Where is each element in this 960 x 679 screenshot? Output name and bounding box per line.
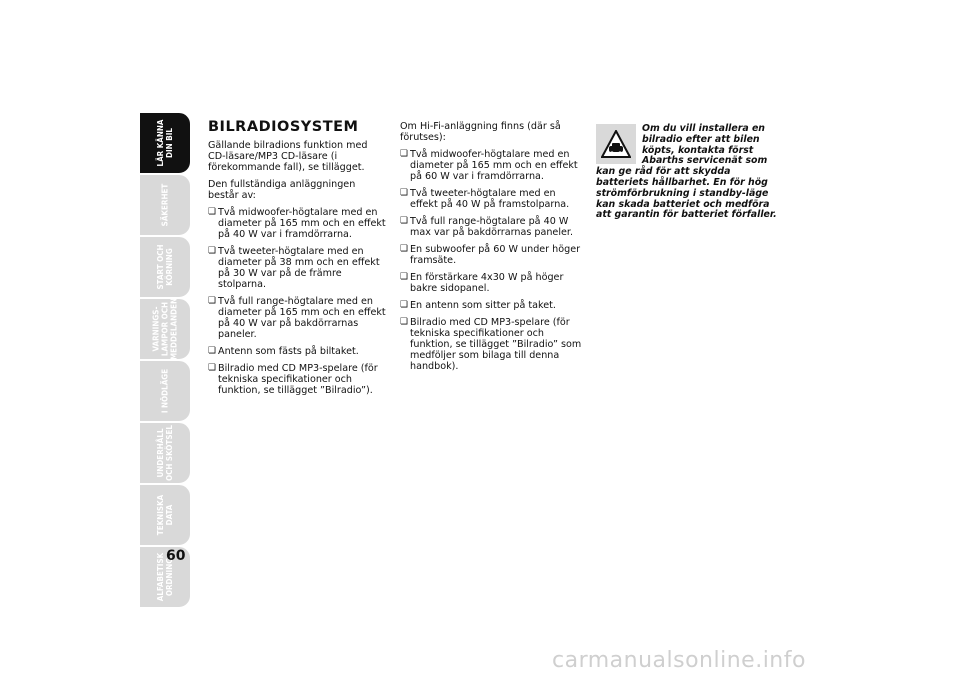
chapter-tabs xyxy=(139,112,191,608)
tab-varningslampor[interactable] xyxy=(139,298,191,360)
section-title: BILRADIOSYSTEM xyxy=(208,119,359,135)
list-item: ❏ Två full range-högtalare med en diameter på 165 mm och en effekt på 40 W var på bakdörrarnas paneler. xyxy=(208,296,388,340)
tab-label: START OCH KÖRNING xyxy=(156,244,174,290)
car-battery-warning-icon xyxy=(596,124,636,164)
tab-label: LÄR KÄNNA DIN BIL xyxy=(156,119,174,167)
tab-sakerhet[interactable] xyxy=(139,174,191,236)
hifi-lead: Om Hi-Fi-anläggning finns (där så förutses): xyxy=(400,121,561,143)
tab-label: ALFABETISK ORDNING xyxy=(156,552,174,602)
note-text: Om du vill installera en bilradio efter att bilen köpts, kontakta först Abarths servicenät som kan ge råd för att skydda batteriets hållbarhet. En för hög strömförbrukning i standby-läge kan skada batteriet och medföra att garantin för batteriet förfaller. xyxy=(596,123,777,221)
lead-text: Den fullständiga anläggningen består av: xyxy=(208,179,356,201)
main-column xyxy=(208,118,388,402)
tab-label: I NÖDLÄGE xyxy=(160,368,170,414)
hifi-list xyxy=(400,149,582,372)
intro-text: Gällande bilradions funktion med CD-läsare/MP3 CD-läsare (i förekommande fall), se tillägget. xyxy=(208,140,368,173)
tab-start-och-korning[interactable] xyxy=(139,236,191,298)
tab-label: UNDERHÅLL OCH SKÖTSEL xyxy=(156,424,174,482)
tab-lar-kanna-din-bil[interactable] xyxy=(139,112,191,174)
list-item: ❏ Två tweeter-högtalare med en diameter på 38 mm och en effekt på 30 W var på de främre stolparna. xyxy=(208,246,388,290)
list-item: ❏ Två midwoofer-högtalare med en diameter på 165 mm och en effekt på 60 W var i framdörrarna. xyxy=(400,149,582,182)
list-item: ❏ Antenn som fästs på biltaket. xyxy=(208,346,388,357)
list-item: ❏ En subwoofer på 60 W under höger framsäte. xyxy=(400,244,582,266)
list-item: ❏ En förstärkare 4x30 W på höger bakre sidopanel. xyxy=(400,272,582,294)
list-item: ❏ Bilradio med CD MP3-spelare (för tekniska specifikationer och funktion, se tillägget ”Bilradio”). xyxy=(208,363,388,396)
list-item: ❏ Två tweeter-högtalare med en effekt på 40 W på framstolparna. xyxy=(400,188,582,210)
tab-underhall[interactable] xyxy=(139,422,191,484)
list-item: ❏ En antenn som sitter på taket. xyxy=(400,300,582,311)
warning-note xyxy=(596,124,778,221)
tab-label: SÄKERHET xyxy=(160,183,170,227)
list-item: ❏ Bilradio med CD MP3-spelare (för tekniska specifikationer och funktion, se tillägget ”Bilradio” som medföljer som bilaga till denna handbok). xyxy=(400,317,582,372)
list-item: ❏ Två full range-högtalare på 40 W max var på bakdörrarnas paneler. xyxy=(400,216,582,238)
tab-i-nodlage[interactable] xyxy=(139,360,191,422)
page-number: 60 xyxy=(166,548,186,564)
component-list xyxy=(208,207,388,396)
list-item: ❏ Två midwoofer-högtalare med en diameter på 165 mm och en effekt på 40 W var i framdörrarna. xyxy=(208,207,388,240)
tab-label: VARNINGS- LAMPOR OCH MEDDELANDEN xyxy=(151,297,179,361)
watermark: carmanualsonline.info xyxy=(552,648,806,673)
hifi-column xyxy=(400,121,582,378)
tab-label: TEKNISKA DATA xyxy=(156,494,174,536)
tab-tekniska-data[interactable] xyxy=(139,484,191,546)
